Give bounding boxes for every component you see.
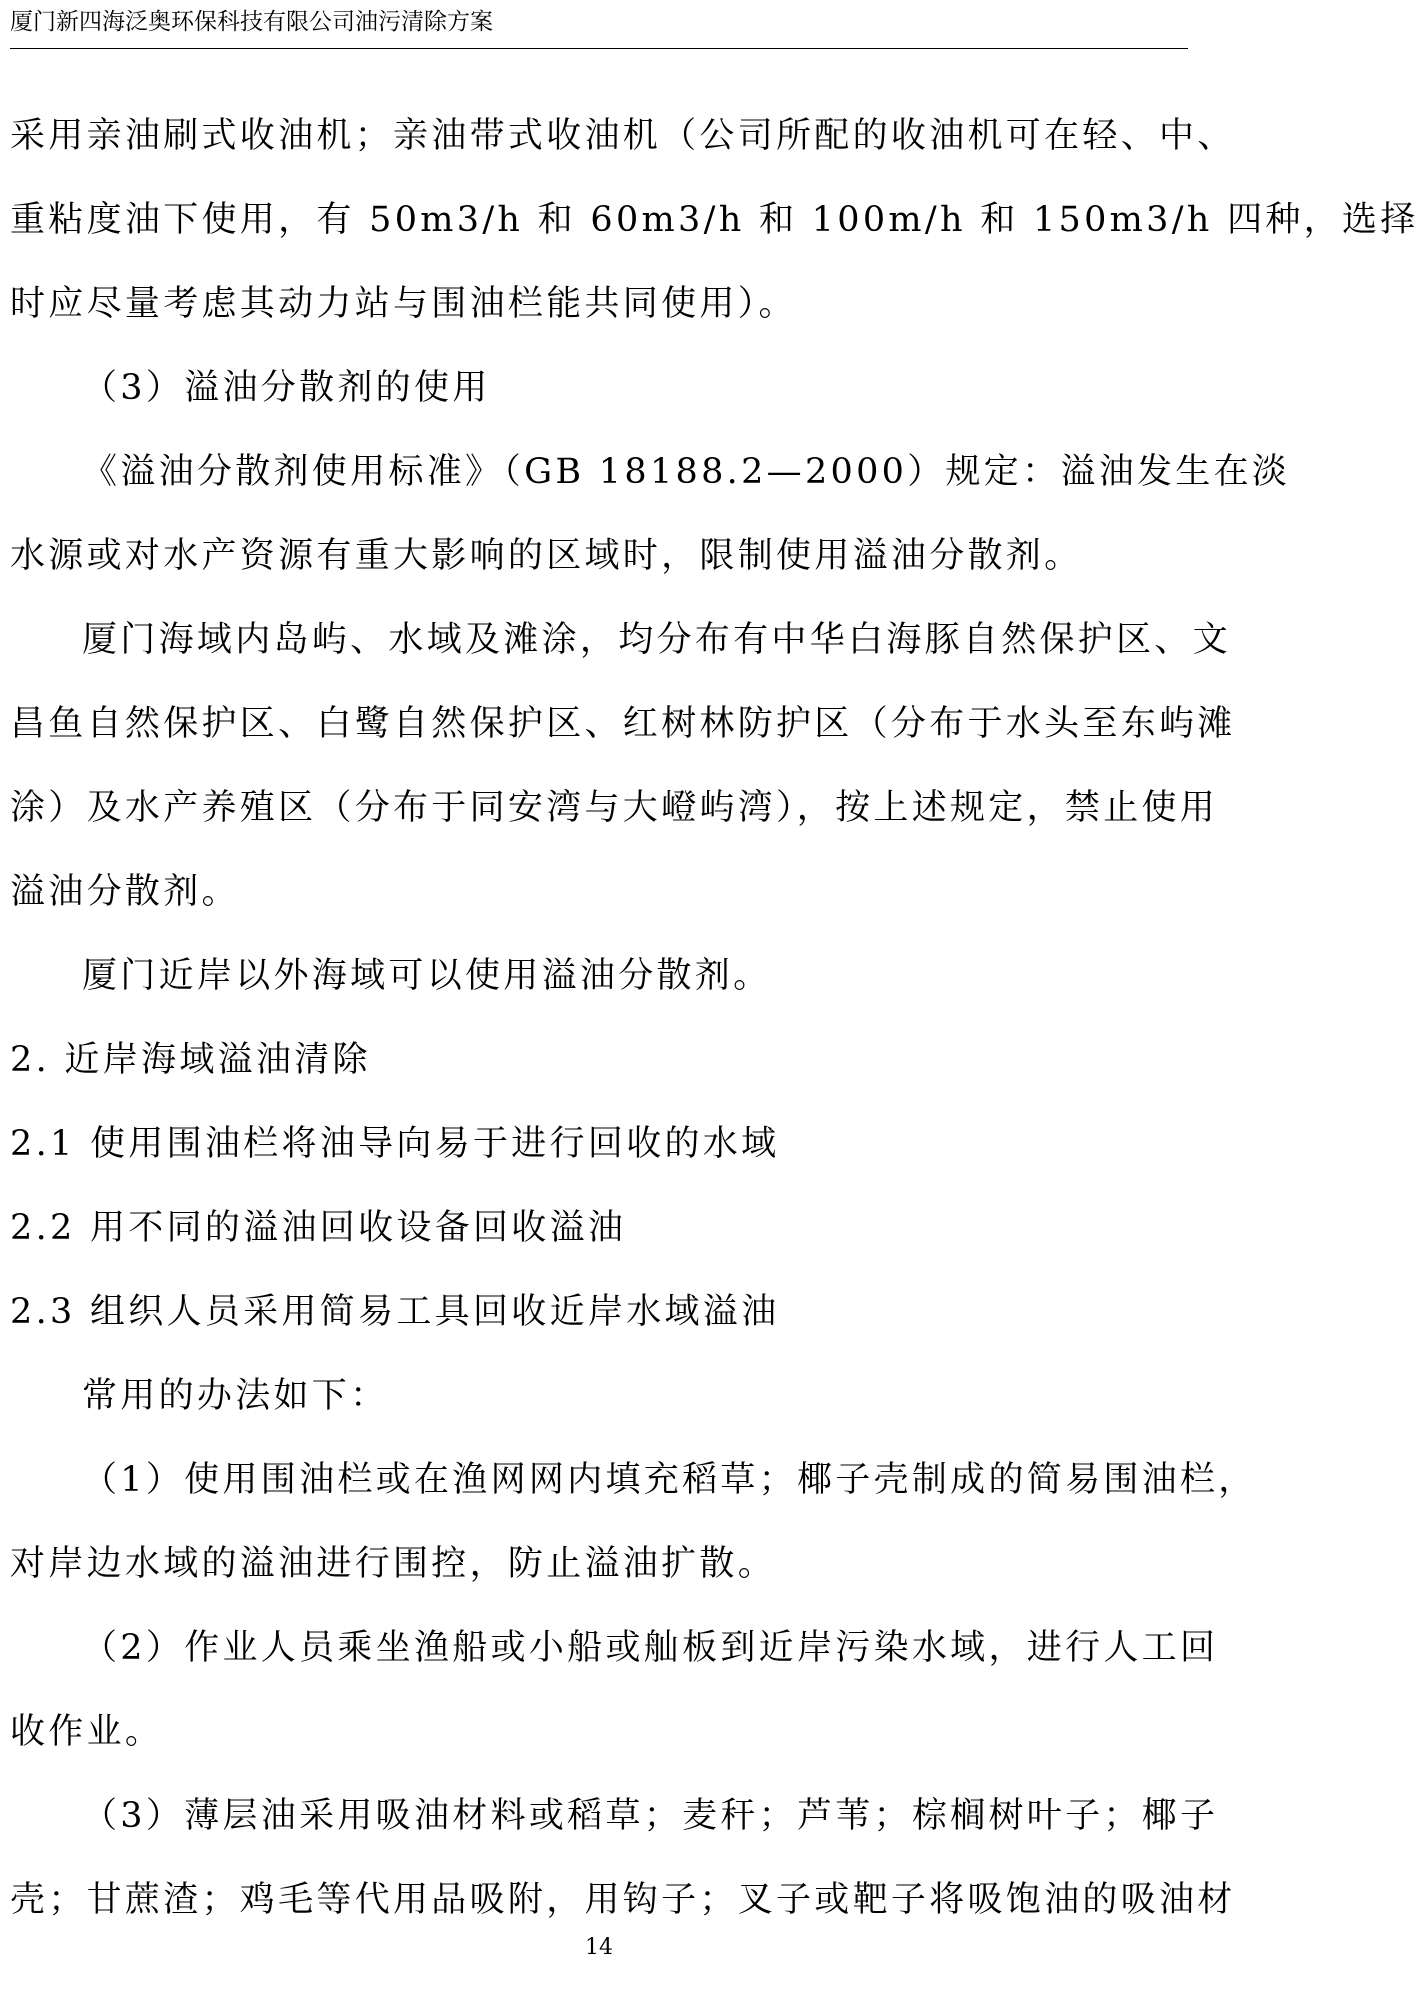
document-body <box>10 94 1419 1942</box>
body-line-9: 涂）及水产养殖区（分布于同安湾与大嶝屿湾），按上述规定，禁止使用 <box>10 788 1219 828</box>
body-line-11: 厦门近岸以外海域可以使用溢油分散剂。 <box>82 956 772 996</box>
body-line-22: 壳；甘蔗渣；鸡毛等代用品吸附，用钩子；叉子或靶子将吸饱油的吸油材 <box>10 1880 1236 1920</box>
section-heading-dispersant: （3）溢油分散剂的使用 <box>82 368 491 408</box>
body-line-10: 溢油分散剂。 <box>10 872 240 912</box>
page-number: 14 <box>585 1935 613 1960</box>
body-line-3: 时应尽量考虑其动力站与围油栏能共同使用）。 <box>10 284 797 324</box>
body-line-8: 昌鱼自然保护区、白鹭自然保护区、红树林防护区（分布于水头至东屿滩 <box>10 704 1236 744</box>
section-heading-2: 2. 近岸海域溢油清除 <box>10 1040 371 1080</box>
body-line-16: 常用的办法如下： <box>82 1376 389 1416</box>
body-line-20: 收作业。 <box>10 1712 164 1752</box>
section-heading-2-2: 2.2 用不同的溢油回收设备回收溢油 <box>10 1208 627 1248</box>
body-line-1: 采用亲油刷式收油机；亲油带式收油机（公司所配的收油机可在轻、中、 <box>10 116 1236 156</box>
body-line-7: 厦门海域内岛屿、水域及滩涂，均分布有中华白海豚自然保护区、文 <box>82 620 1232 660</box>
body-line-21: （3）薄层油采用吸油材料或稻草；麦秆；芦苇；棕榈树叶子；椰子 <box>82 1796 1219 1836</box>
header-title: 厦门新四海泛奥环保科技有限公司油污清除方案 <box>10 9 493 35</box>
body-line-5: 《溢油分散剂使用标准》（GB 18188.2—2000）规定：溢油发生在淡 <box>82 452 1291 492</box>
body-line-2: 重粘度油下使用，有 50m3/h 和 60m3/h 和 100m/h 和 150m3/h 四种，选择 <box>10 200 1419 240</box>
body-line-19: （2）作业人员乘坐渔船或小船或舢板到近岸污染水域，进行人工回 <box>82 1628 1219 1668</box>
body-line-6: 水源或对水产资源有重大影响的区域时，限制使用溢油分散剂。 <box>10 536 1083 576</box>
section-heading-2-3: 2.3 组织人员采用简易工具回收近岸水域溢油 <box>10 1292 780 1332</box>
section-heading-2-1: 2.1 使用围油栏将油导向易于进行回收的水域 <box>10 1124 780 1164</box>
body-line-17: （1）使用围油栏或在渔网网内填充稻草；椰子壳制成的简易围油栏， <box>82 1460 1257 1500</box>
body-line-18: 对岸边水域的溢油进行围控，防止溢油扩散。 <box>10 1544 777 1584</box>
page-header <box>10 0 1188 49</box>
